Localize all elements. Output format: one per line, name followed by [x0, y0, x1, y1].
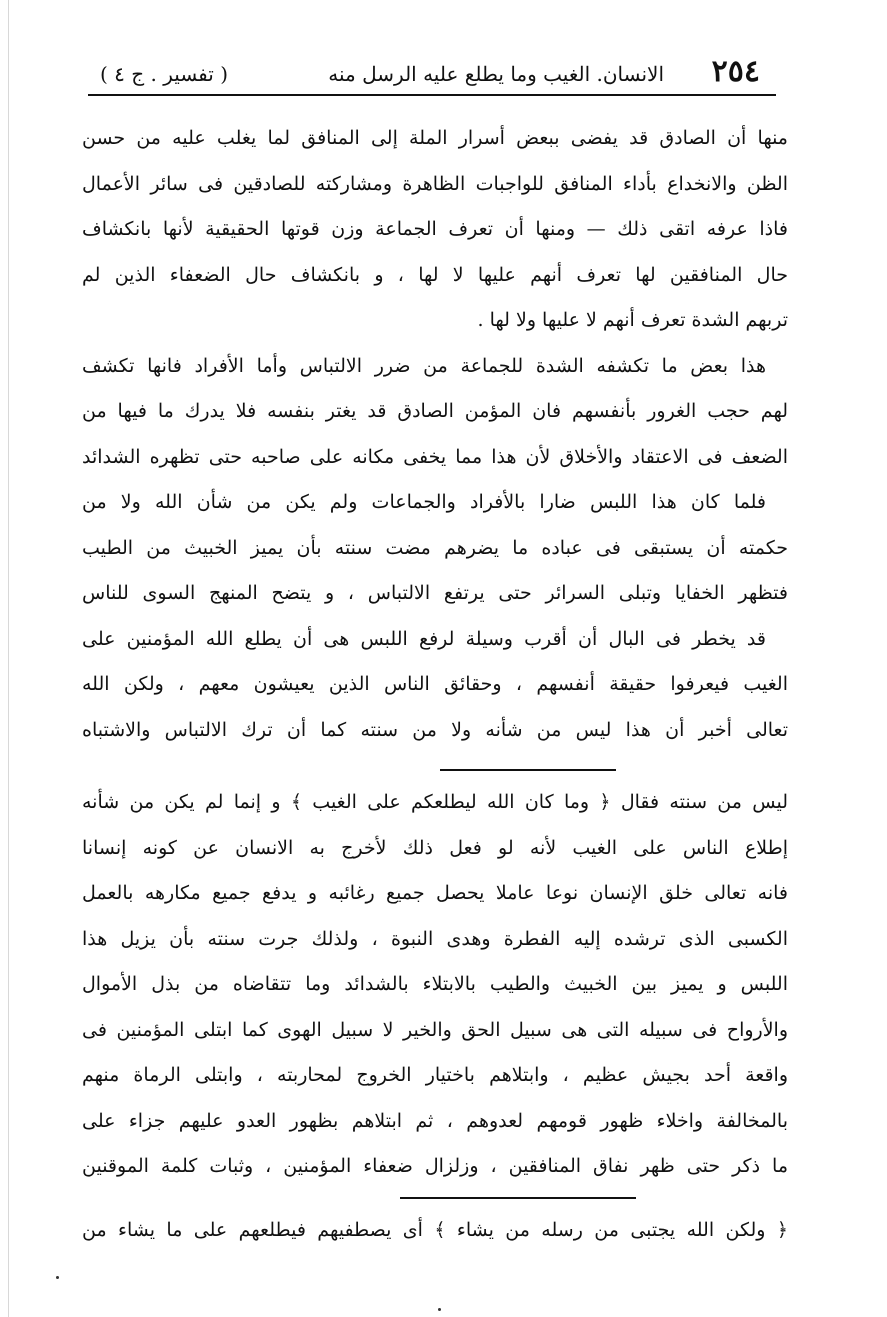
text-line: لهم حجب الغرور بأنفسهم فان المؤمن الصادق قد يغتر بنفسه فلا يدرك ما فيها من — [82, 400, 788, 422]
scan-edge — [8, 0, 9, 1317]
text-line: حال المنافقين لها تعرف أنهم عليها لا لها ، و بانكشاف حال الضعفاء الذين لم — [82, 263, 788, 286]
running-header — [100, 50, 760, 94]
text-line: والأرواح فى سبيله التى هى سبيل الحق والخير لا سبيل الهوى كما ابتلى المؤمنين فى — [82, 1018, 788, 1041]
scan-speck — [438, 1308, 441, 1311]
text-line: واقعة أحد بجيش عظيم ، وابتلاهم باختيار الخروج لمحاربته ، وابتلى الرماة منهم — [82, 1064, 788, 1086]
text-line: ما ذكر حتى ظهر نفاق المنافقين ، وزلزال ضعفاء المؤمنين ، وثبات كلمة الموقنين — [82, 1155, 788, 1177]
section-divider — [440, 769, 616, 771]
text-line: تربهم الشدة تعرف أنهم لا عليها ولا لها . — [477, 309, 788, 331]
text-line: منها أن الصادق قد يفضى ببعض أسرار الملة إلى المنافق لما يغلب عليه من حسن — [82, 127, 788, 149]
text-line: إطلاع الناس على الغيب لأنه لو فعل ذلك لأخرج به الانسان عن كونه إنسانا — [82, 836, 788, 859]
header-rule — [88, 94, 776, 96]
volume-reference: ( تفسير . ج ٤ ) — [100, 62, 229, 86]
text-block-commentary — [82, 780, 788, 1190]
text-line: فلما كان هذا اللبس ضارا بالأفراد والجماعات ولم يكن من شأن الله ولا من — [82, 491, 766, 513]
section-divider — [400, 1197, 636, 1199]
text-line: هذا بعض ما تكشفه الشدة للجماعة من ضرر الالتباس وأما الأفراد فانها تكشف — [82, 354, 766, 377]
text-line: الضعف فى الاعتقاد والأخلاق لأن هذا مما يخفى مكانه على صاحبه حتى تظهره الشدائد — [82, 445, 788, 468]
text-line: بالمخالفة واخلاء ظهور قومهم لعدوهم ، ثم ابتلاهم بظهور العدو عليهم جزاء على — [82, 1109, 788, 1132]
running-title: الانسان. الغيب وما يطلع عليه الرسل منه — [328, 62, 664, 86]
text-line: فانه تعالى خلق الإنسان نوعا عاملا يحصل جميع رغائبه و يدفع جميع مكارهه بالعمل — [82, 882, 788, 904]
text-line: حكمته أن يستبقى فى عباده ما يضرهم مضت سنته بأن يميز الخبيث من الطيب — [82, 536, 788, 559]
text-line: الكسبى الذى ترشده إليه الفطرة وهدى النبوة ، ولذلك جرت سنته بأن يزيل هذا — [82, 927, 788, 950]
text-line: ليس من سنته فقال ﴿ وما كان الله ليطلعكم على الغيب ﴾ و إنما لم يكن من شأنه — [82, 791, 788, 813]
text-line: قد يخطر فى البال أن أقرب وسيلة لرفع اللبس هى أن يطلع الله المؤمنين على — [82, 627, 766, 650]
text-line: فاذا عرفه اتقى ذلك — ومنها أن تعرف الجماعة وزن قوتها الحقيقية لأنها بانكشاف — [82, 218, 788, 240]
text-block-top — [82, 116, 788, 753]
text-block-verse — [82, 1208, 788, 1254]
text-line: فتظهر الخفايا وتبلى السرائر حتى يرتفع الالتباس ، و يتضح المنهج السوى للناس — [82, 582, 788, 604]
text-line: الغيب فيعرفوا حقيقة أنفسهم ، وحقائق الناس الذين يعيشون معهم ، ولكن الله — [82, 673, 788, 695]
page-number: ٢٥٤ — [711, 54, 760, 89]
text-line: اللبس و يميز بين الخبيث والطيب بالابتلاء بالشدائد وما تتقاضاه من بذل الأموال — [82, 973, 788, 995]
scan-speck — [56, 1276, 59, 1279]
text-line: تعالى أخبر أن هذا ليس من شأنه ولا من سنته كما أن ترك الالتباس والاشتباه — [82, 718, 788, 741]
text-line: الظن والانخداع بأداء المنافق للواجبات الظاهرة ومشاركته للصادقين فى سائر الأعمال — [82, 172, 788, 195]
text-line: ﴿ ولكن الله يجتبى من رسله من يشاء ﴾ أى يصطفيهم فيطلعهم على ما يشاء من — [82, 1219, 788, 1241]
